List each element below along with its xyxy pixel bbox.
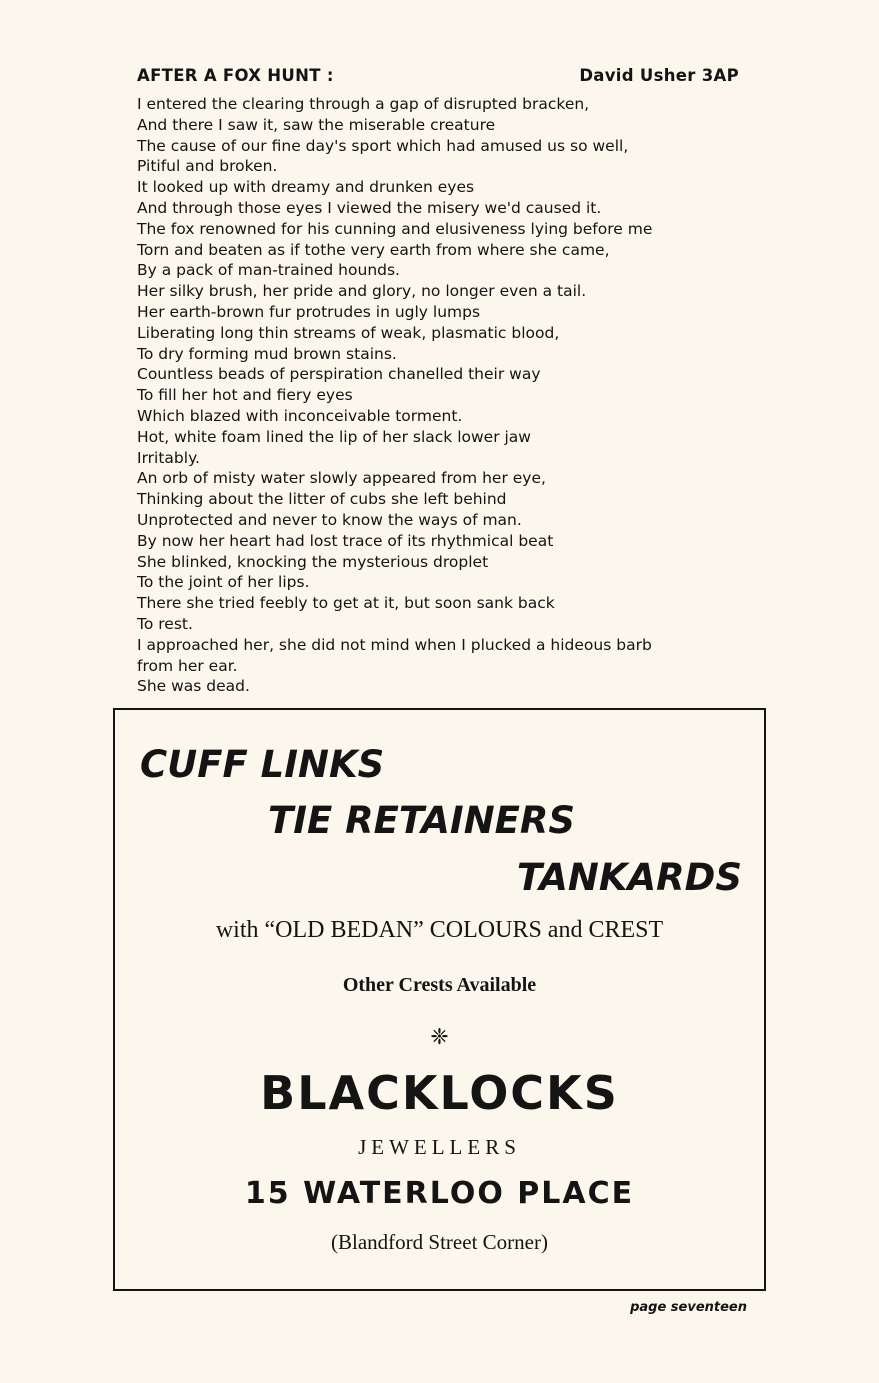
poem-line: To fill her hot and fiery eyes	[137, 386, 353, 405]
poem-line: Her silky brush, her pride and glory, no longer even a tail.	[137, 282, 587, 301]
ad-item-tankards: TANKARDS	[516, 856, 742, 899]
advertisement-box	[113, 708, 766, 1291]
poem-line: Liberating long thin streams of weak, plasmatic blood,	[137, 323, 560, 342]
poem-line: Irritably.	[137, 448, 200, 467]
ad-crests-line: Other Crests Available	[342, 974, 537, 996]
poem-line: To rest.	[137, 614, 193, 633]
poem-line: Her earth-brown fur protrudes in ugly lumps	[137, 302, 481, 321]
ad-item-cuff-links: CUFF LINKS	[140, 743, 385, 786]
poem-line: To the joint of her lips.	[137, 573, 310, 592]
page-number: page seventeen	[630, 1300, 747, 1315]
ad-brand-name: BLACKLOCKS	[260, 1066, 619, 1120]
poem-line: Pitiful and broken.	[137, 157, 278, 176]
poem-line: By now her heart had lost trace of its rhythmical beat	[137, 531, 554, 550]
poem-line: Torn and beaten as if tothe very earth from where she came,	[137, 240, 610, 259]
ad-brand-subtitle: JEWELLERS	[358, 1135, 521, 1159]
poem-line: And through those eyes I viewed the misery we'd caused it.	[137, 198, 602, 217]
poem-line: from her ear.	[137, 656, 238, 675]
poem-line: Hot, white foam lined the lip of her slack lower jaw	[137, 427, 531, 446]
poem-line: An orb of misty water slowly appeared from her eye,	[137, 469, 546, 488]
poem-author: David Usher 3AP	[579, 66, 739, 85]
poem-line: It looked up with dreamy and drunken eyes	[137, 178, 475, 197]
poem-line: Countless beads of perspiration chanelled their way	[137, 365, 541, 384]
poem-line: Which blazed with inconceivable torment.	[137, 406, 463, 425]
ad-address: 15 WATERLOO PLACE	[244, 1176, 635, 1211]
poem-line: I entered the clearing through a gap of disrupted bracken,	[137, 95, 590, 113]
ad-item-tie-retainers: TIE RETAINERS	[268, 799, 576, 842]
ad-address-corner: (Blandford Street Corner)	[331, 1230, 548, 1254]
poem-line: She blinked, knocking the mysterious droplet	[137, 552, 489, 571]
poem-line: I approached her, she did not mind when I plucked a hideous barb	[137, 635, 652, 654]
poem-line: The fox renowned for his cunning and elusiveness lying before me	[137, 219, 653, 238]
ad-colours-line: with “OLD BEDAN” COLOURS and CREST	[215, 917, 664, 943]
poem-line: To dry forming mud brown stains.	[137, 344, 397, 363]
poem-line: She was dead.	[137, 677, 250, 696]
poem-header	[137, 66, 739, 90]
poem-line: There she tried feebly to get at it, but soon sank back	[137, 594, 555, 613]
poem-body	[137, 94, 757, 697]
ornament-icon: ❈	[430, 1025, 449, 1050]
poem-line: And there I saw it, saw the miserable creature	[137, 115, 496, 134]
poem-title: AFTER A FOX HUNT :	[137, 66, 334, 85]
poem-line: By a pack of man-trained hounds.	[137, 261, 400, 280]
poem-line: Thinking about the litter of cubs she left behind	[137, 490, 507, 509]
poem-line: The cause of our fine day's sport which had amused us so well,	[137, 136, 629, 155]
poem-line: Unprotected and never to know the ways of man.	[137, 510, 522, 529]
